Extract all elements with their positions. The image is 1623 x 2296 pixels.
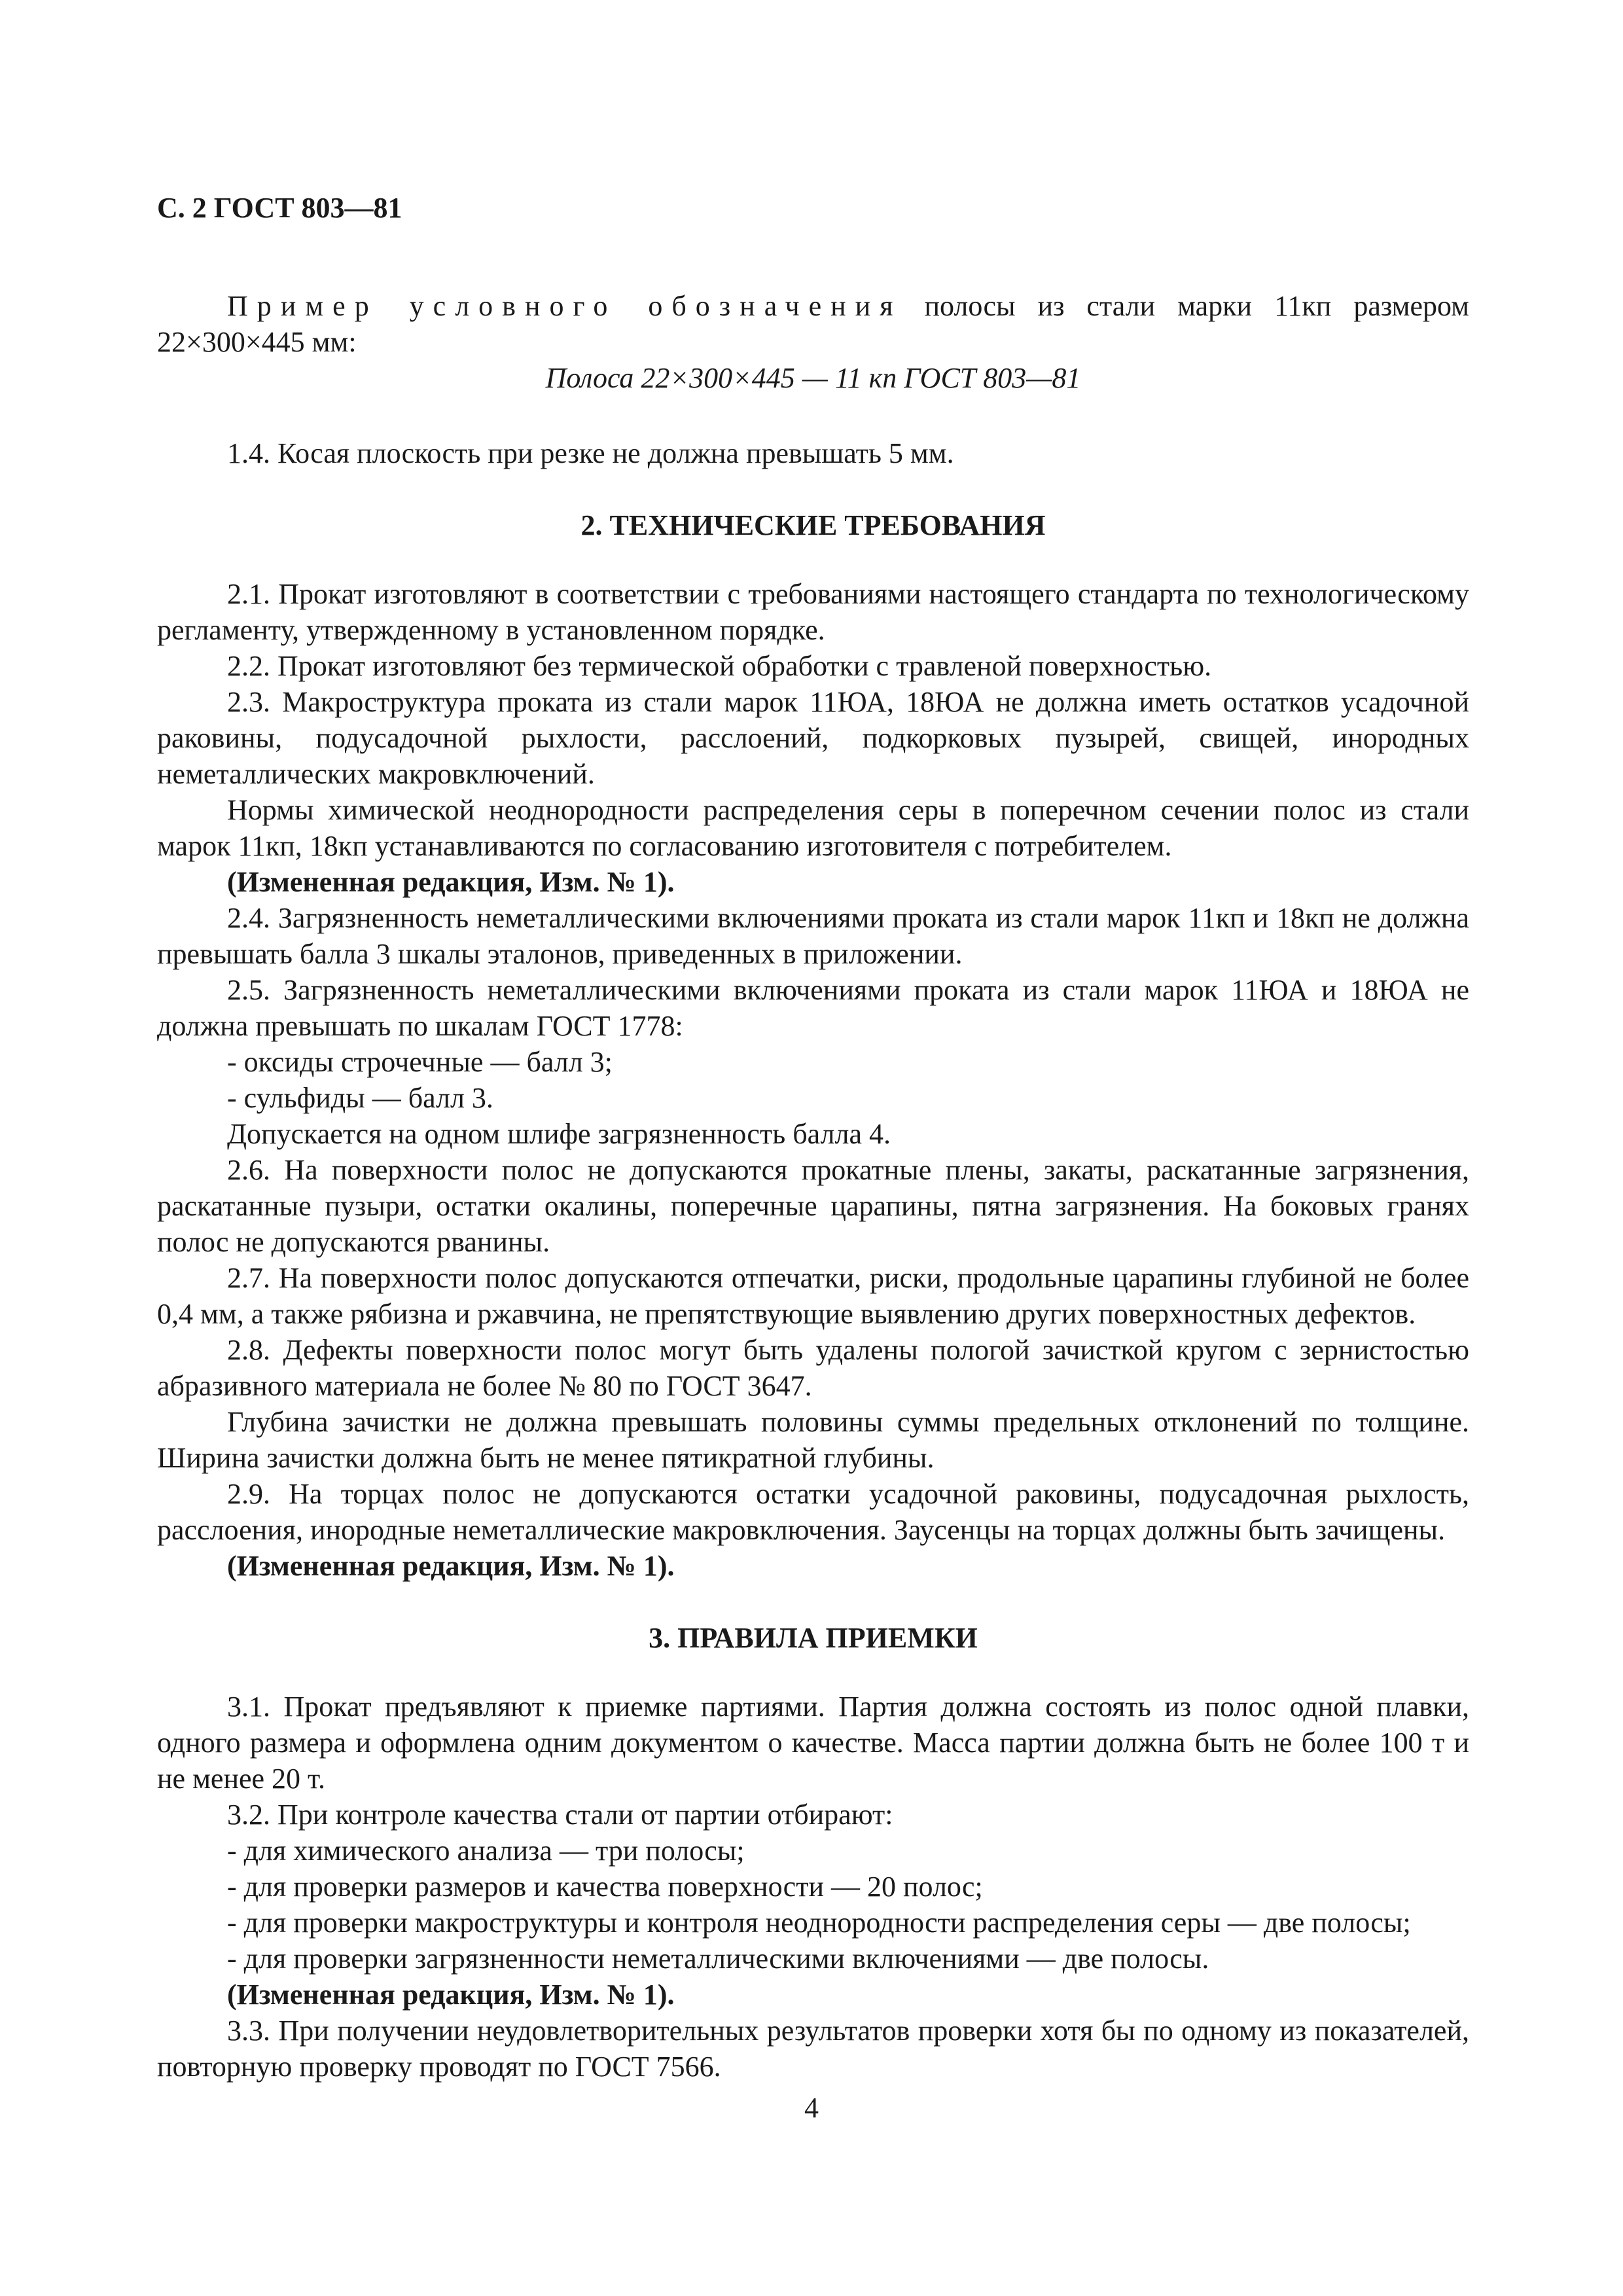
clause-2-4: 2.4. Загрязненность неметаллическими включениями проката из стали марок 11кп и 18кп не должна превышать балла 3 шкалы эталонов, приведенных в приложении.: [157, 902, 1469, 970]
designation-example-text: полосы из стали марки 11кп размером 22×300×445 мм:: [157, 290, 1469, 358]
clause-2-3-paragraph: Нормы химической неоднородности распределения серы в поперечном сечении полос из стали марок 11кп, 18кп устанавливаются по согласованию изготовителя с потребителем.: [157, 794, 1469, 862]
clause-2-9: 2.9. На торцах полос не допускаются остатки усадочной раковины, подусадочная рыхлость, расслоения, инородные неметаллические макровключения. Заусенцы на торцах должны быть зачищены.: [157, 1478, 1469, 1546]
document-page: [157, 190, 1469, 2085]
section-2-title: 2. ТЕХНИЧЕСКИЕ ТРЕБОВАНИЯ: [580, 509, 1046, 541]
clause-2-8: 2.8. Дефекты поверхности полос могут быть удалены пологой зачисткой кругом с зернистостью абразивного материала не более № 80 по ГОСТ 3647.: [157, 1334, 1469, 1402]
clause-3-1: 3.1. Прокат предъявляют к приемке партиями. Партия должна состоять из полос одной плавки, одного размера и оформлена одним документом о качестве. Масса партии должна быть не более 100 т и не менее 20 т.: [157, 1691, 1469, 1795]
clause-3-3: 3.3. При получении неудовлетворительных результатов проверки хотя бы по одному из показателей, повторную проверку проводят по ГОСТ 7566.: [157, 2015, 1469, 2083]
clause-2-5-list-item: - сульфиды — балл 3.: [227, 1082, 493, 1114]
clause-2-7: 2.7. На поверхности полос допускаются отпечатки, риски, продольные царапины глубиной не более 0,4 мм, а также рябизна и ржавчина, не препятствующие выявлению других поверхностных дефектов.: [157, 1262, 1469, 1330]
clause-1-4: 1.4. Косая плоскость при резке не должна превышать 5 мм.: [227, 437, 954, 469]
clause-2-3: 2.3. Макроструктура проката из стали марок 11ЮА, 18ЮА не должна иметь остатков усадочной раковины, подусадочной рыхлости, расслоений, подкорковых пузырей, свищей, инородных неметаллических макровключений.: [157, 686, 1469, 790]
clause-2-2: 2.2. Прокат изготовляют без термической обработки с травленой поверхностью.: [227, 650, 1212, 682]
page-number: 4: [804, 2092, 819, 2124]
clause-2-6: 2.6. На поверхности полос не допускаются прокатные плены, закаты, раскатанные загрязнения, раскатанные пузыри, остатки окалины, поперечные царапины, пятна загрязнения. На боковых гранях полос не допускаются рванины.: [157, 1154, 1469, 1258]
clause-3-2-list-item: - для химического анализа — три полосы;: [227, 1835, 745, 1867]
page-header: С. 2 ГОСТ 803—81: [157, 192, 402, 224]
designation-formula: Полоса 22×300×445 — 11 кп ГОСТ 803—81: [545, 362, 1081, 394]
clause-3-2-list-item: - для проверки макроструктуры и контроля неоднородности распределения серы — две полосы;: [227, 1907, 1411, 1939]
section-3-title: 3. ПРАВИЛА ПРИЕМКИ: [649, 1622, 978, 1654]
clause-2-5: 2.5. Загрязненность неметаллическими включениями проката из стали марок 11ЮА и 18ЮА не должна превышать по шкалам ГОСТ 1778:: [157, 974, 1469, 1042]
clause-2-5-list-item: - оксиды строчечные — балл 3;: [227, 1046, 613, 1078]
designation-example-spaced-label: Пример условного обозначения: [227, 290, 902, 322]
clause-2-5-paragraph: Допускается на одном шлифе загрязненность балла 4.: [227, 1118, 891, 1150]
clause-2-1: 2.1. Прокат изготовляют в соответствии с требованиями настоящего стандарта по технологическому регламенту, утвержденному в установленном порядке.: [157, 578, 1469, 646]
amendment-note: (Измененная редакция, Изм. № 1).: [227, 1979, 675, 2011]
amendment-note: (Измененная редакция, Изм. № 1).: [227, 1550, 675, 1582]
clause-2-8-paragraph: Глубина зачистки не должна превышать половины суммы предельных отклонений по толщине. Ширина зачистки должна быть не менее пятикратной глубины.: [157, 1406, 1469, 1474]
designation-example-intro: [157, 288, 1469, 360]
clause-3-2: 3.2. При контроле качества стали от партии отбирают:: [227, 1799, 893, 1831]
clause-3-2-list-item: - для проверки размеров и качества поверхности — 20 полос;: [227, 1871, 983, 1903]
amendment-note: (Измененная редакция, Изм. № 1).: [227, 866, 675, 898]
clause-3-2-list-item: - для проверки загрязненности неметаллическими включениями — две полосы.: [227, 1943, 1209, 1975]
